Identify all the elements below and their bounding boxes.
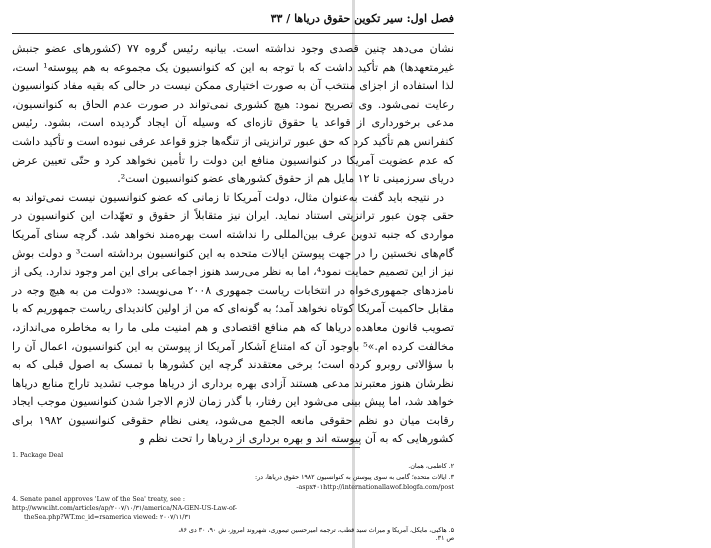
header-rule bbox=[12, 33, 454, 34]
footnote-1: 1. Package Deal bbox=[12, 452, 64, 459]
footnote-3-link: aspx۴۰۱http://internationallawof.blogfa.com/post- bbox=[296, 484, 454, 491]
footnote-2: ۲. کاظمی، همان. bbox=[408, 463, 454, 470]
footnote-4-link-cont: theSea.php?WT.mc_id=rsamerica viewed: ۲۰۰۷/۱۱/۳۱ bbox=[24, 514, 192, 521]
body-text bbox=[12, 40, 454, 449]
paragraph-2: در نتیجه باید گفت به‌عنوان مثال، دولت آمریکا تا زمانی که عضو کنوانسیون نیست نمی‌تواند به حقی چون عبور ترانزیتی استناد نماید. ایران نیز متقابلاً از حقوق و تعهّدات این کنوانسیون در مواردی که جنبه تدوین عرف بین‌المللی را نداشته است بهره‌مند نخواهد شد. گرچه سنای آمریکا گام‌های نخستین را در جهت پیوستن ایالات متحده به این کنوانسیون برداشته است³ و دولت بوش نیز از این تصمیم حمایت نمود⁴، اما به نظر می‌رسد هنوز اجماعی برای این امر وجود ندارد. یکی از نامزدهای جمهوری‌خواه در انتخابات ریاست جمهوری ۲۰۰۸ می‌نویسد: «دولت من به هیچ وجه در مقابل حاکمیت آمریکا کوتاه نخواهد آمد؛ به گونه‌ای که من از اولین کاندیدای ریاست جمهوریم که با تصویب قانون معاهده دریاها که هم منافع اقتصادی و هم امنیت ملی ما را به مخاطره می‌اندازد، مخالفت کرده ام.»⁵ باوجود آن که امتناع آشکار آمریکا از پیوستن به این کنوانسیون، اعمال آن را با سؤالاتی روبرو کرده است؛ برخی معتقدند گرچه این کشورها با تمسک به اصول قبلی که به نظرشان هنوز معتبرند مدعی هستند آزادی بهره برداری از دریاها موجب تشدید تاراج منابع دریاها خواهد شد، اما پیش بینی می‌شود این رفتار، با گذر زمان لازم الاجرا شدن کنوانسیون موجب ایجاد رقابت میان دو نظم حقوقی مانعه الجمع می‌شود، یعنی نظام حقوقی کنوانسیون ۱۹۸۲ برای کشورهایی که به آن پیوسته اند و بهره برداری از دریاها را تحت نظم و bbox=[12, 190, 454, 446]
footnote-5: ۵. هاکبی، مایکل، آمریکا و میراث سید قطب، ترجمه امیرحسین تیموری، شهروند امروز، ش ۹۰، ۳۰ دی ۸۶، ص ۳۱. bbox=[178, 527, 454, 542]
footnote-rule bbox=[230, 447, 360, 448]
footnote-4-link: http://www.iht.com/articles/ap/۲۰۰۷/۱۰/۳۱/america/NA-GEN-US-Law-of- bbox=[12, 505, 237, 512]
paragraph-1: نشان می‌دهد چنین قصدی وجود نداشته است. بیانیه رئیس گروه ۷۷ (کشورهای عضو جنبش غیرمتعهدها) هم تأکید داشت که با توجه به این که کنوانسیون یک مجموعه به هم پیوسته¹ است، لذا استفاده از اجزای منتخب آن به صورت اختیاری ممکن نیست در حالی که بقیه مفاد کنوانسیون رعایت نمی‌شود. وی تصریح نمود: هیچ کشوری نمی‌تواند در صورت عدم الحاق به کنوانسیون، مدعی برخورداری از قواعد یا حقوق تازه‌ای که وسیله آن ایجاد گردیده است، بشود. رئیس کنفرانس هم تأکید کرد که حق عبور ترانزیتی از تنگه‌ها جزو قواعد عرفی نبوده است و تأکید داشت که عدم عضویت آمریکا در کنوانسیون منافع این دولت را تأمین نخواهد کرد و حتّی تعیین عرض دریای سرزمینی تا ۱۲ مایل هم از حقوق کشورهای عضو کنوانسیون است². bbox=[12, 42, 454, 186]
book-page bbox=[12, 0, 454, 548]
running-header: فصل اول: سیر تکوین حقوق دریاها / ۳۳ bbox=[270, 12, 454, 25]
footnote-3: ۳. ایالات متحده؛ گامی به سوی پیوستن به کنوانسیون ۱۹۸۲ حقوق دریاها، در: bbox=[255, 474, 454, 481]
footnote-4: 4. Senate panel approves 'Law of the Sea' treaty, see : bbox=[12, 496, 185, 503]
